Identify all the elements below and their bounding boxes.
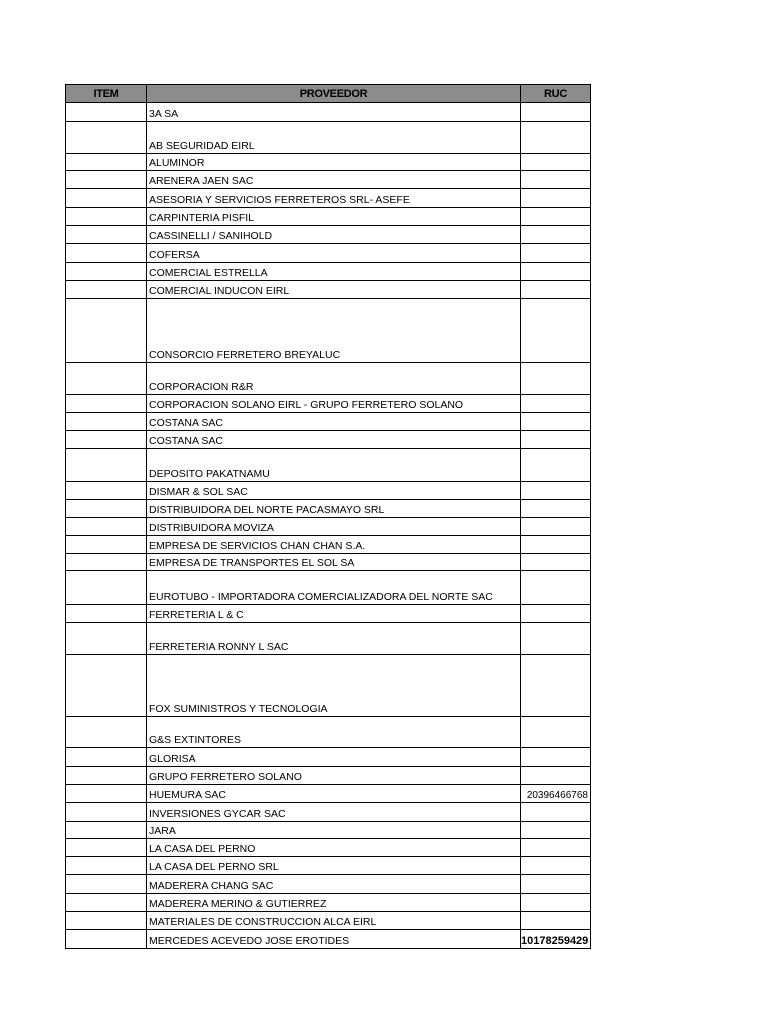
table-row [66, 623, 591, 655]
item-cell [66, 748, 147, 767]
item-cell [66, 244, 147, 263]
table-row [66, 822, 591, 839]
ruc-cell [521, 518, 591, 536]
ruc-cell [521, 875, 591, 894]
ruc-cell [521, 263, 591, 281]
item-cell [66, 717, 147, 748]
ruc-cell [521, 500, 591, 518]
item-cell [66, 803, 147, 822]
proveedor-cell: COMERCIAL INDUCON EIRL [147, 281, 521, 299]
item-cell [66, 930, 147, 949]
item-cell [66, 536, 147, 554]
ruc-cell [521, 363, 591, 395]
header-ruc: RUC [521, 85, 591, 103]
proveedor-cell: MADERERA CHANG SAC [147, 875, 521, 894]
ruc-cell [521, 857, 591, 875]
item-cell [66, 413, 147, 431]
item-cell [66, 395, 147, 413]
ruc-cell [521, 748, 591, 767]
table-row [66, 103, 591, 122]
item-cell [66, 655, 147, 717]
proveedor-cell: LA CASA DEL PERNO SRL [147, 857, 521, 875]
table-row [66, 655, 591, 717]
table-row [66, 554, 591, 571]
table-row [66, 482, 591, 500]
ruc-cell: 10178259429 [521, 930, 591, 949]
proveedor-cell: LA CASA DEL PERNO [147, 839, 521, 857]
proveedor-cell: COMERCIAL ESTRELLA [147, 263, 521, 281]
table-row [66, 413, 591, 431]
item-cell [66, 839, 147, 857]
item-cell [66, 363, 147, 395]
table-body [66, 103, 591, 949]
ruc-cell [521, 281, 591, 299]
proveedor-cell: G&S EXTINTORES [147, 717, 521, 748]
table-row [66, 208, 591, 226]
table-row [66, 875, 591, 894]
ruc-cell [521, 605, 591, 623]
ruc-cell [521, 623, 591, 655]
proveedor-cell: CASSINELLI / SANIHOLD [147, 226, 521, 244]
ruc-cell [521, 449, 591, 482]
proveedor-cell: DISTRIBUIDORA DEL NORTE PACASMAYO SRL [147, 500, 521, 518]
table-row [66, 536, 591, 554]
proveedor-cell: ALUMINOR [147, 154, 521, 171]
proveedor-cell: CARPINTERIA PISFIL [147, 208, 521, 226]
table-row [66, 717, 591, 748]
table-row [66, 930, 591, 949]
item-cell [66, 571, 147, 605]
table-row [66, 894, 591, 912]
item-cell [66, 226, 147, 244]
table-row [66, 299, 591, 363]
ruc-cell [521, 395, 591, 413]
proveedor-cell: GRUPO FERRETERO SOLANO [147, 767, 521, 785]
table-row [66, 767, 591, 785]
item-cell [66, 171, 147, 189]
proveedor-cell: GLORISA [147, 748, 521, 767]
table-row [66, 803, 591, 822]
header-row [66, 85, 591, 103]
table-row [66, 244, 591, 263]
item-cell [66, 431, 147, 449]
item-cell [66, 822, 147, 839]
ruc-cell [521, 767, 591, 785]
ruc-cell [521, 536, 591, 554]
ruc-cell [521, 803, 591, 822]
proveedor-cell: EUROTUBO - IMPORTADORA COMERCIALIZADORA DEL NORTE SAC [147, 571, 521, 605]
proveedor-cell: AB SEGURIDAD EIRL [147, 122, 521, 154]
ruc-cell [521, 431, 591, 449]
item-cell [66, 875, 147, 894]
proveedor-cell: FERRETERIA RONNY L SAC [147, 623, 521, 655]
table-row [66, 122, 591, 154]
table-row [66, 363, 591, 395]
ruc-cell [521, 171, 591, 189]
proveedor-cell: COSTANA SAC [147, 413, 521, 431]
item-cell [66, 189, 147, 208]
table-row [66, 518, 591, 536]
item-cell [66, 785, 147, 803]
table-row [66, 748, 591, 767]
proveedor-cell: DISTRIBUIDORA MOVIZA [147, 518, 521, 536]
proveedor-cell: 3A SA [147, 103, 521, 122]
table-row [66, 449, 591, 482]
table-row [66, 500, 591, 518]
item-cell [66, 208, 147, 226]
table-row [66, 189, 591, 208]
ruc-cell [521, 208, 591, 226]
ruc-cell [521, 822, 591, 839]
ruc-cell [521, 554, 591, 571]
table-row [66, 605, 591, 623]
supplier-table [65, 84, 591, 949]
table-row [66, 154, 591, 171]
table-row [66, 785, 591, 803]
item-cell [66, 103, 147, 122]
item-cell [66, 857, 147, 875]
table-row [66, 857, 591, 875]
table-row [66, 571, 591, 605]
header-proveedor: PROVEEDOR [147, 85, 521, 103]
proveedor-cell: INVERSIONES GYCAR SAC [147, 803, 521, 822]
ruc-cell [521, 839, 591, 857]
proveedor-cell: DEPOSITO PAKATNAMU [147, 449, 521, 482]
ruc-cell [521, 655, 591, 717]
ruc-cell [521, 912, 591, 930]
proveedor-cell: CONSORCIO FERRETERO BREYALUC [147, 299, 521, 363]
item-cell [66, 299, 147, 363]
item-cell [66, 605, 147, 623]
item-cell [66, 500, 147, 518]
item-cell [66, 122, 147, 154]
ruc-cell [521, 482, 591, 500]
ruc-cell [521, 103, 591, 122]
item-cell [66, 623, 147, 655]
ruc-cell [521, 244, 591, 263]
proveedor-cell: ASESORIA Y SERVICIOS FERRETEROS SRL- ASEFE [147, 189, 521, 208]
proveedor-cell: MERCEDES ACEVEDO JOSE EROTIDES [147, 930, 521, 949]
item-cell [66, 482, 147, 500]
proveedor-cell: FERRETERIA L & C [147, 605, 521, 623]
proveedor-cell: COSTANA SAC [147, 431, 521, 449]
item-cell [66, 263, 147, 281]
proveedor-cell: FOX SUMINISTROS Y TECNOLOGIA [147, 655, 521, 717]
header-item: ITEM [66, 85, 147, 103]
ruc-cell [521, 122, 591, 154]
table-row [66, 395, 591, 413]
ruc-cell [521, 571, 591, 605]
proveedor-cell: MATERIALES DE CONSTRUCCION ALCA EIRL [147, 912, 521, 930]
item-cell [66, 894, 147, 912]
ruc-cell [521, 894, 591, 912]
proveedor-cell: DISMAR & SOL SAC [147, 482, 521, 500]
proveedor-cell: EMPRESA DE SERVICIOS CHAN CHAN S.A. [147, 536, 521, 554]
proveedor-cell: EMPRESA DE TRANSPORTES EL SOL SA [147, 554, 521, 571]
proveedor-cell: COFERSA [147, 244, 521, 263]
table-row [66, 839, 591, 857]
ruc-cell [521, 226, 591, 244]
proveedor-cell: CORPORACION SOLANO EIRL - GRUPO FERRETERO SOLANO [147, 395, 521, 413]
proveedor-cell: HUEMURA SAC [147, 785, 521, 803]
table-row [66, 912, 591, 930]
item-cell [66, 554, 147, 571]
ruc-cell [521, 299, 591, 363]
table-row [66, 226, 591, 244]
ruc-cell [521, 413, 591, 431]
item-cell [66, 518, 147, 536]
table-row [66, 171, 591, 189]
ruc-cell [521, 189, 591, 208]
table-row [66, 431, 591, 449]
ruc-cell: 20396466768 [521, 785, 591, 803]
proveedor-cell: CORPORACION R&R [147, 363, 521, 395]
item-cell [66, 912, 147, 930]
item-cell [66, 767, 147, 785]
item-cell [66, 281, 147, 299]
proveedor-cell: ARENERA JAEN SAC [147, 171, 521, 189]
ruc-cell [521, 154, 591, 171]
table-row [66, 281, 591, 299]
proveedor-cell: MADERERA MERINO & GUTIERREZ [147, 894, 521, 912]
proveedor-cell: JARA [147, 822, 521, 839]
item-cell [66, 449, 147, 482]
table-row [66, 263, 591, 281]
ruc-cell [521, 717, 591, 748]
item-cell [66, 154, 147, 171]
